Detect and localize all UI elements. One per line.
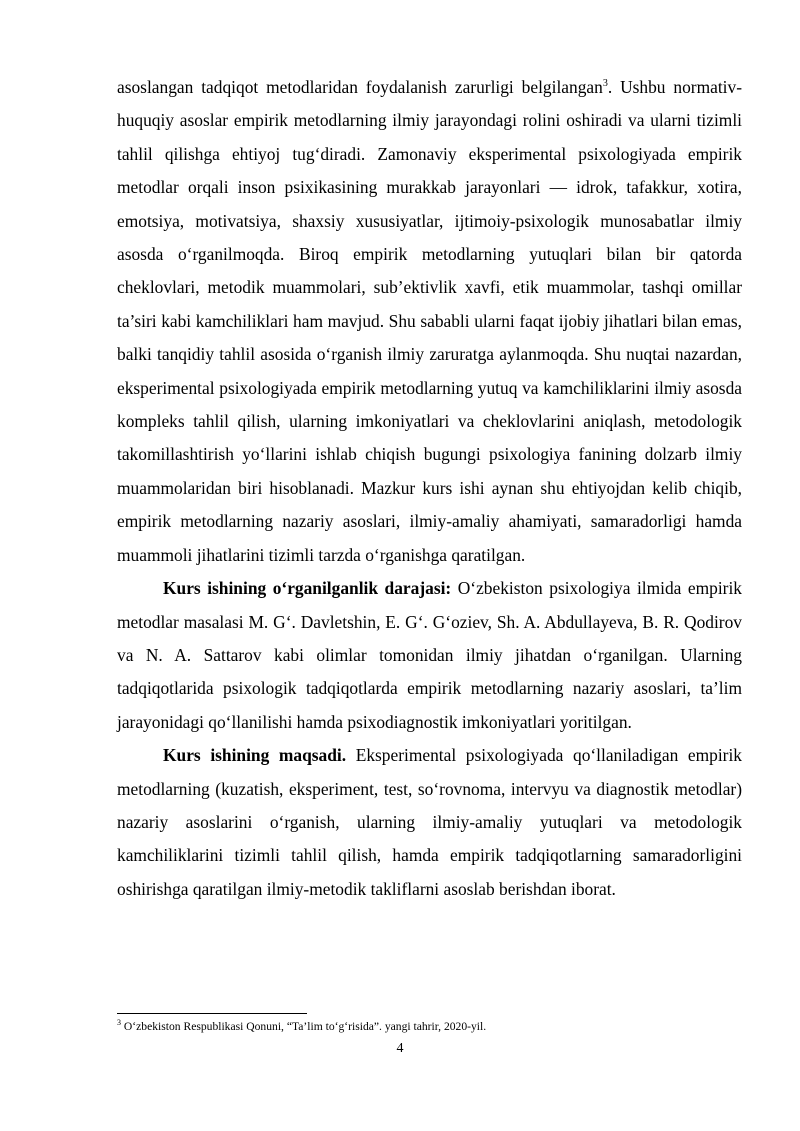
paragraph-text: Eksperimental psixologiyada qo‘llaniladigan empirik metodlarning (kuzatish, eksperiment, test, so‘rovnoma, intervyu va diagnostik metodlar) nazariy asoslarini o‘rganish, ularning ilmiy-amaliy yutuqlari va metodologik kamchiliklarini tizimli tahlil qilish, hamda empirik tadqiqotlarning samaradorligini oshirishga qaratilgan ilmiy-metodik takliflarni asoslab berishdan iborat. — [117, 745, 742, 899]
footnote — [117, 1020, 742, 1034]
paragraph-heading: Kurs ishining o‘rganilganlik darajasi: — [163, 578, 452, 599]
paragraph-text: asoslangan tadqiqot metodlaridan foydalanish zarurligi belgilangan — [117, 77, 603, 97]
footnote-reference: 3 — [602, 78, 608, 90]
page-number: 4 — [396, 1041, 404, 1056]
paragraph-text: O‘zbekiston psixologiya ilmida empirik metodlar masalasi M. G‘. Davletshin, E. G‘. G‘oziev, Sh. A. Abdullayeva, B. R. Qodirov va N. A. Sattarov kabi olimlar tomonidan ilmiy jihatdan o‘rganilgan. Ularning tadqiqotlarida psixologik tadqiqotlarda empirik metodlarning nazariy asoslari, ta’lim jarayonidagi qo‘llanilishi hamda psixodiagnostik imkoniyatlari yoritilgan. — [117, 578, 742, 732]
paragraph-objective — [117, 739, 742, 906]
document-body — [117, 71, 742, 906]
paragraph-text: . Ushbu normativ-huquqiy asoslar empirik metodlarning ilmiy jarayondagi rolini oshiradi va ularni tizimli tahlil qilishga ehtiyoj tug‘diradi. Zamonaviy eksperimental psixologiyada empirik metodlar orqali inson psixikasining murakkab jarayonlari — idrok, tafakkur, xotira, emotsiya, motivatsiya, shaxsiy xususiyatlar, ijtimoiy-psixologik munosabatlar ilmiy asosda o‘rganilmoqda. Biroq empirik metodlarning yutuqlari bilan bir qatorda cheklovlari, metodik muammolari, sub’ektivlik xavfi, etik muammolar, tashqi omillar ta’siri kabi kamchiliklari ham mavjud. Shu sababli ularni faqat ijobiy jihatlari bilan emas, balki tanqidiy tahlil asosida o‘rganish ilmiy zaruratga aylanmoqda. Shu nuqtai nazardan, eksperimental psixologiyada empirik metodlarning yutuq va kamchiliklarini ilmiy asosda kompleks tahlil qilish, ularning imkoniyatlari va cheklovlarini aniqlash, metodologik takomillashtirish yo‘llarini ishlab chiqish bugungi psixologiya fanining dolzarb ilmiy muammolaridan biri hisoblanadi. Mazkur kurs ishi aynan shu ehtiyojdan kelib chiqib, empirik metodlarning nazariy asoslari, ilmiy-amaliy ahamiyati, samaradorligi hamda muammoli jihatlarini tizimli tarzda o‘rganishga qaratilgan. — [117, 77, 742, 565]
footnote-text: O‘zbekiston Respublikasi Qonuni, “Ta’lim to‘g‘risida”. yangi tahrir, 2020-yil. — [121, 1020, 487, 1033]
paragraph-continuation — [117, 71, 742, 572]
paragraph-heading: Kurs ishining maqsadi. — [163, 745, 347, 766]
footnote-marker: 3 — [117, 1018, 121, 1028]
footnote-divider — [117, 1013, 307, 1014]
paragraph-study-level — [117, 572, 742, 739]
